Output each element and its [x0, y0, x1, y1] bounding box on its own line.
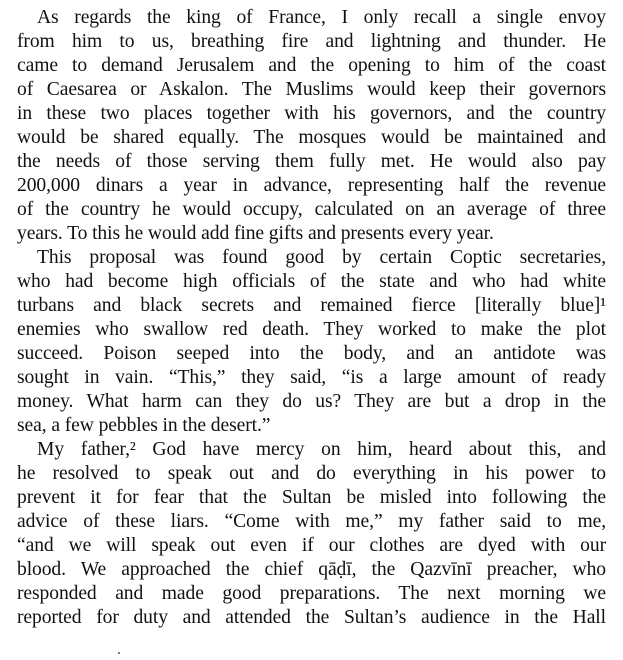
- text-line: My father,² God have mercy on him, heard about this, and: [37, 439, 606, 460]
- text-line: of Caesarea or Askalon. The Muslims would keep their governors: [17, 79, 606, 100]
- text-line: money. What harm can they do us? They are but a drop in the: [17, 391, 606, 412]
- text-line: prevent it for fear that the Sultan be misled into following the: [17, 487, 606, 508]
- text-line: This proposal was found good by certain Coptic secretaries,: [37, 247, 606, 268]
- text-line: who had become high officials of the state and who had white: [17, 271, 606, 292]
- text-line: “and we will speak out even if our clothes are dyed with our: [17, 535, 606, 556]
- text-line: sea, a few pebbles in the desert.”: [17, 415, 271, 436]
- text-line: responded and made good preparations. The next morning we: [17, 583, 606, 604]
- text-line: reported for duty and attended the Sultan’s audience in the Hall: [17, 607, 606, 628]
- text-line: 200,000 dinars a year in advance, representing half the revenue: [17, 175, 606, 196]
- text-line: he resolved to speak out and do everything in his power to: [17, 463, 606, 484]
- text-line: came to demand Jerusalem and the opening to him of the coast: [17, 55, 606, 76]
- text-line: from him to us, breathing fire and lightning and thunder. He: [17, 31, 606, 52]
- text-line: the needs of those serving them fully met. He would also pay: [17, 151, 606, 172]
- text-line: As regards the king of France, I only recall a single envoy: [37, 7, 606, 28]
- text-line: succeed. Poison seeped into the body, and an antidote was: [17, 343, 606, 364]
- text-line: years. To this he would add fine gifts and presents every year.: [17, 223, 494, 244]
- text-line: of the country he would occupy, calculated on an average of three: [17, 199, 606, 220]
- text-line: enemies who swallow red death. They worked to make the plot: [17, 319, 606, 340]
- text-line: in these two places together with his governors, and the country: [17, 103, 606, 124]
- text-line: sought in vain. “This,” they said, “is a large amount of ready: [17, 367, 606, 388]
- scan-speck: [118, 652, 120, 654]
- text-line: advice of these liars. “Come with me,” my father said to me,: [17, 511, 606, 532]
- text-line: would be shared equally. The mosques would be maintained and: [17, 127, 606, 148]
- text-line: blood. We approached the chief qāḍī, the Qazvīnī preacher, who: [17, 559, 606, 580]
- text-line: turbans and black secrets and remained fierce [literally blue]¹: [17, 295, 606, 316]
